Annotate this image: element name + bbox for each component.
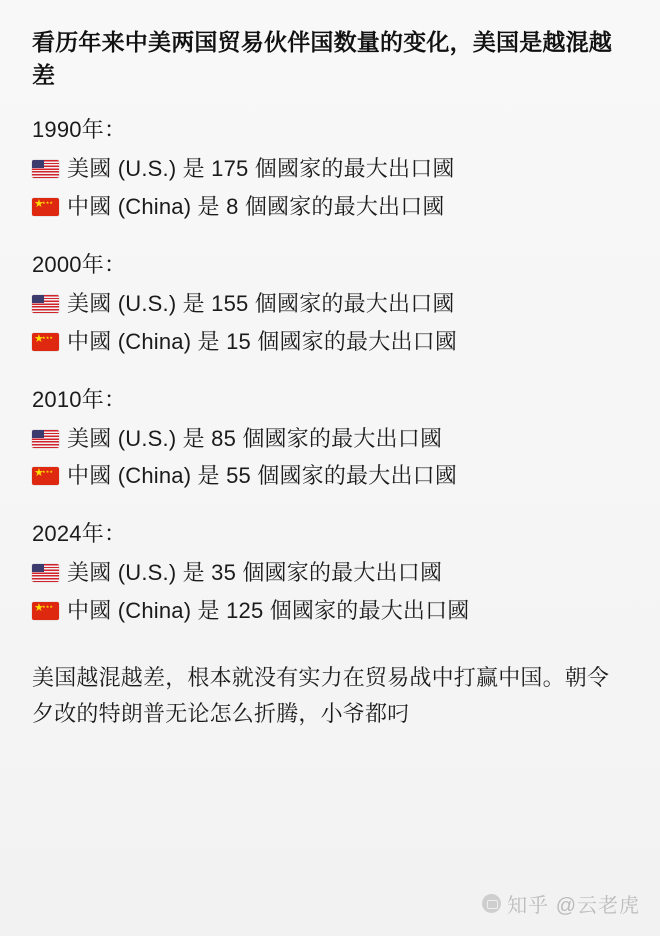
stat-text: 中國 (China) 是 55 個國家的最大出口國 [67, 463, 458, 489]
stat-text: 美國 (U.S.) 是 85 個國家的最大出口國 [67, 425, 443, 451]
stat-text: 美國 (U.S.) 是 175 個國家的最大出口國 [67, 156, 455, 182]
stat-text: 中國 (China) 是 15 個國家的最大出口國 [67, 328, 458, 354]
year-label: 2000年： [32, 251, 127, 277]
china-flag-icon [32, 333, 59, 351]
stat-row-us [32, 285, 630, 323]
stat-text: 美國 (U.S.) 是 35 個國家的最大出口國 [67, 560, 443, 586]
year-label: 2010年： [32, 386, 127, 412]
us-flag-icon [32, 564, 59, 582]
stat-row-china [32, 323, 630, 361]
stat-row-us [32, 420, 630, 458]
year-block-2000 [32, 248, 630, 361]
us-flag-icon [32, 430, 59, 448]
stat-text: 中國 (China) 是 8 個國家的最大出口國 [67, 194, 445, 220]
us-flag-icon [32, 160, 59, 178]
year-label: 2024年： [32, 521, 127, 547]
china-flag-icon [32, 198, 59, 216]
china-flag-icon [32, 602, 59, 620]
page-title: 看历年来中美两国贸易伙伴国数量的变化，美国是越混越差 [32, 29, 612, 88]
year-label: 1990年： [32, 117, 127, 143]
stat-row-us [32, 554, 630, 592]
stat-row-china [32, 188, 630, 226]
watermark-text: 知乎 @云老虎 [507, 895, 640, 917]
stat-text: 中國 (China) 是 125 個國家的最大出口國 [67, 598, 470, 624]
us-flag-icon [32, 295, 59, 313]
watermark [482, 889, 640, 918]
stat-row-china [32, 457, 630, 495]
stat-text: 美國 (U.S.) 是 155 個國家的最大出口國 [67, 290, 455, 316]
zhihu-logo-icon [482, 894, 501, 913]
stat-row-china [32, 592, 630, 630]
stat-row-us [32, 150, 630, 188]
china-flag-icon [32, 467, 59, 485]
year-block-2010 [32, 383, 630, 496]
year-block-2024 [32, 517, 630, 630]
year-block-1990 [32, 113, 630, 226]
conclusion-paragraph: 美国越混越差，根本就没有实力在贸易战中打赢中国。朝令夕改的特朗普无论怎么折腾，小爷都叼 [32, 664, 610, 726]
